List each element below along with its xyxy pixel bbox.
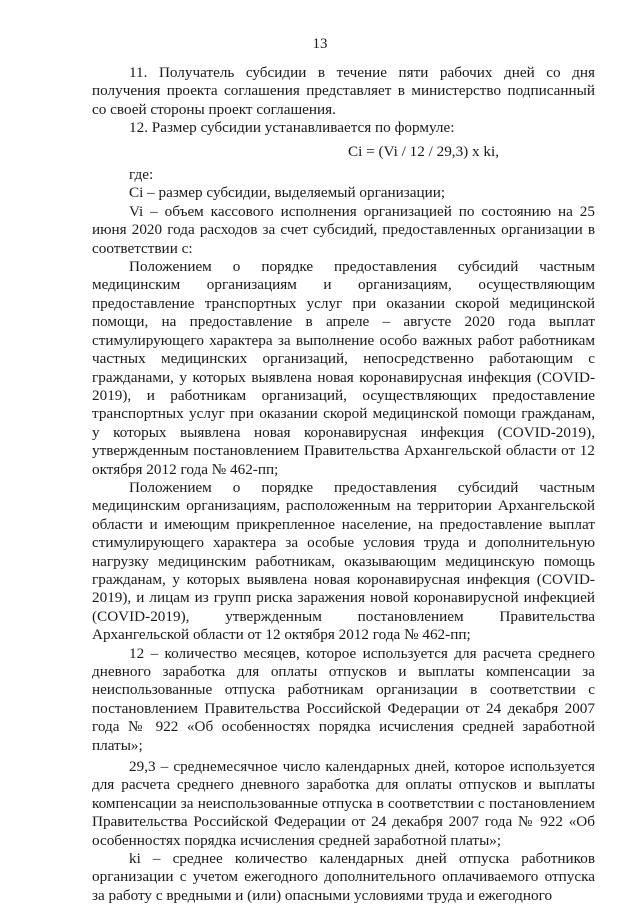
document-body <box>92 64 595 905</box>
page-number: 13 <box>312 36 328 52</box>
where-label: где: <box>129 166 154 184</box>
regulation-2: Положением о порядке предоставления субсидий частным медицинским организациям, расположенным на территории Архангельской области и имеющим прикрепленное население, на предоставление выплат стимулирующего характера за особые условия труда и дополнительную нагрузку медицинским работникам, оказывающим медицинскую помощь гражданам, у которых выявлена новая коронавирусная инфекция (COVID-2019), и лицам из групп риска заражения новой коронавирусной инфекцией (COVID-2019), утвержденным постановлением Правительства Архангельской области от 12 октября 2012 года № 462-пп; <box>92 478 595 644</box>
paragraph-11: 11. Получатель субсидии в течение пяти рабочих дней со дня получения проекта соглашения представляет в министерство подписанный со своей стороны проект соглашения. <box>92 64 595 118</box>
months-definition: 12 – количество месяцев, которое используется для расчета среднего дневного заработка для оплаты отпусков и выплаты компенсации за неиспользованные отпуска работникам организации в соответствии с постановлением Правительства Российской Федерации от 24 декабря 2007 года № 922 «Об особенностях порядка исчисления средней заработной платы»; <box>92 644 595 754</box>
vi-definition: Vi – объем кассового исполнения организацией по состоянию на 25 июня 2020 года расходов за счет субсидий, предоставленных организации в соответствии с: <box>92 202 595 257</box>
subsidy-formula: Ci = (Vi / 12 / 29,3) x ki, <box>347 142 500 160</box>
ci-definition: Ci – размер субсидии, выделяемый организации; <box>129 184 446 202</box>
ki-definition: ki – среднее количество календарных дней отпуска работников организации с учетом ежегодного дополнительного оплачиваемого отпуска за работу с вредными и (или) опасными условиями труда и ежегодного <box>92 850 595 904</box>
regulation-1: Положением о порядке предоставления субсидий частным медицинским организациям и организациям, осуществляющим предоставление транспортных услуг при оказании скорой медицинской помощи, на предоставление в апреле – августе 2020 года выплат стимулирующего характера за выполнение особо важных работ работникам частных медицинских организаций, непосредственно работающим с гражданами, у которых выявлена новая коронавирусная инфекция (COVID-2019), и работникам организаций, осуществляющих предоставление транспортных услуг при оказании скорой медицинской помощи гражданам, у которых выявлена новая коронавирусная инфекция (COVID-2019), утвержденным постановлением Правительства Архангельской области от 12 октября 2012 года № 462-пп; <box>92 258 595 478</box>
days-definition: 29,3 – среднемесячное число календарных дней, которое используется для расчета среднего дневного заработка для оплаты отпусков и выплаты компенсации за неиспользованные отпуска в соответствии с постановлением Правительства Российской Федерации от 24 декабря 2007 года № 922 «Об особенностях порядка исчисления средней заработной платы»; <box>92 758 595 849</box>
paragraph-12: 12. Размер субсидии устанавливается по формуле: <box>129 119 455 137</box>
